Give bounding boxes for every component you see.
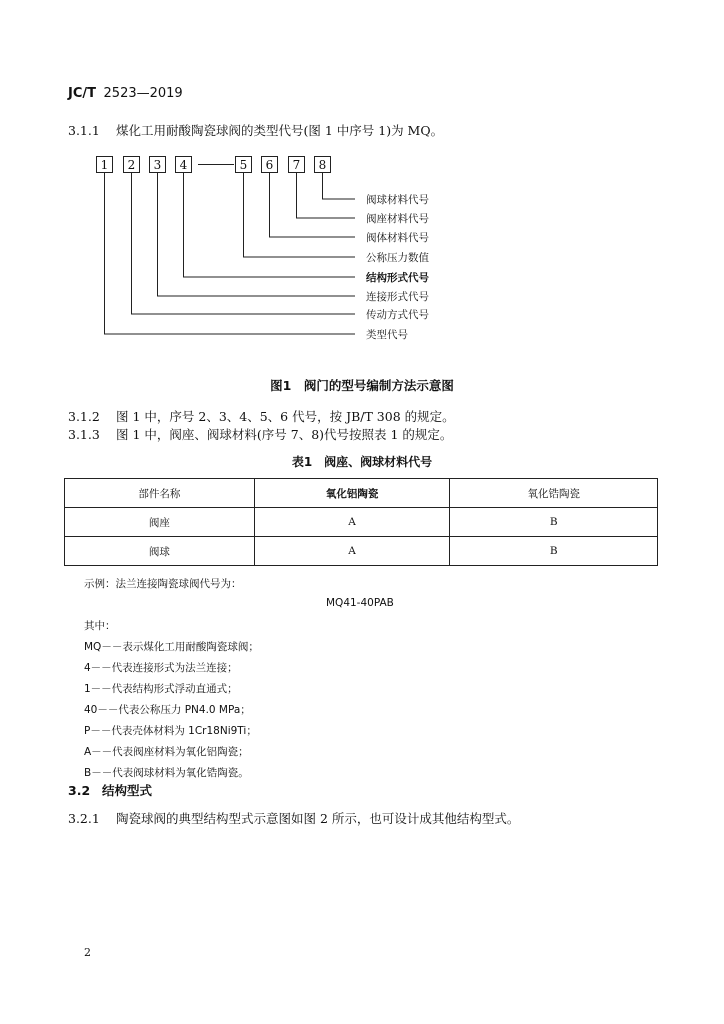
- section-number: 3.2: [68, 783, 91, 798]
- clause-3-1-3: [68, 425, 452, 443]
- clause-number: 3.1.2: [68, 409, 100, 424]
- digit-box-3: 3: [149, 156, 166, 173]
- table-row: [65, 537, 658, 566]
- label-drive-type: 传动方式代号: [366, 309, 429, 321]
- clause-number: 3.1.1: [68, 123, 100, 138]
- section-title: 结构型式: [102, 783, 153, 798]
- figure-caption: 图1 阀门的型号编制方法示意图: [270, 378, 454, 393]
- label-ball-material: 阀球材料代号: [366, 194, 429, 206]
- header-zirconia: 氧化锆陶瓷: [450, 479, 658, 508]
- clause-text: 煤化工用耐酸陶瓷球阀的类型代号(图 1 中序号 1)为 MQ。: [116, 123, 444, 138]
- clause-3-1-1: [68, 121, 443, 139]
- example-item: MQ－－表示煤化工用耐酸陶瓷球阀；: [84, 641, 259, 653]
- model-code-diagram: [90, 150, 450, 350]
- section-3-2-heading: [68, 781, 152, 799]
- table-cell: A: [254, 508, 450, 537]
- label-type-code: 类型代号: [366, 329, 408, 341]
- clause-3-2-1: [68, 809, 519, 827]
- table-caption: 表1 阀座、阀球材料代号: [291, 455, 433, 469]
- digit-box-8: 8: [314, 156, 331, 173]
- leader-line-5: [244, 173, 356, 257]
- leader-line-8: [323, 173, 356, 199]
- header-alumina: 氧化铝陶瓷: [254, 479, 450, 508]
- example-label: 示例：法兰连接陶瓷球阀代号为：: [84, 578, 242, 590]
- table-cell: B: [450, 508, 658, 537]
- label-connection-type: 连接形式代号: [366, 291, 429, 303]
- standard-code: 2523—2019: [103, 86, 183, 101]
- table-cell: A: [254, 537, 450, 566]
- example-item: 4－－代表连接形式为法兰连接；: [84, 662, 238, 674]
- example-where: 其中：: [84, 620, 116, 632]
- clause-text: 图 1 中，序号 2、3、4、5、6 代号，按 JB/T 308 的规定。: [116, 409, 455, 424]
- label-body-material: 阀体材料代号: [366, 232, 429, 244]
- standard-prefix: JC/T: [68, 86, 96, 101]
- leader-line-7: [297, 173, 356, 218]
- label-seat-material: 阀座材料代号: [366, 213, 429, 225]
- table-cell: 阀球: [65, 537, 255, 566]
- example-item: 1－－代表结构形式浮动直通式；: [84, 683, 238, 695]
- digit-box-1: 1: [96, 156, 113, 173]
- example-code: MQ41-40PAB: [326, 597, 394, 609]
- clause-number: 3.1.3: [68, 427, 100, 442]
- table-cell: 阀座: [65, 508, 255, 537]
- digit-box-4: 4: [175, 156, 192, 173]
- document-header: [68, 86, 183, 101]
- digit-box-6: 6: [261, 156, 278, 173]
- example-item: P－－代表壳体材料为 1Cr18Ni9Ti；: [84, 725, 257, 737]
- material-code-table: [64, 478, 658, 566]
- page-number: 2: [84, 946, 91, 959]
- clause-number: 3.2.1: [68, 811, 100, 826]
- leader-line-6: [270, 173, 356, 237]
- example-item: B－－代表阀球材料为氧化锆陶瓷。: [84, 767, 249, 779]
- leader-line-3: [158, 173, 356, 296]
- example-item: 40－－代表公称压力 PN4.0 MPa；: [84, 704, 251, 716]
- label-nominal-pressure: 公称压力数值: [366, 252, 429, 264]
- clause-text: 陶瓷球阀的典型结构型式示意图如图 2 所示，也可设计成其他结构型式。: [116, 811, 520, 826]
- table-header-row: [65, 479, 658, 508]
- table-cell: B: [450, 537, 658, 566]
- digit-box-2: 2: [123, 156, 140, 173]
- label-structure-type: 结构形式代号: [366, 272, 429, 284]
- digit-box-7: 7: [288, 156, 305, 173]
- digit-box-5: 5: [235, 156, 252, 173]
- clause-3-1-2: [68, 407, 455, 425]
- header-part-name: 部件名称: [65, 479, 255, 508]
- leader-line-1: [105, 173, 356, 334]
- example-item: A－－代表阀座材料为氧化铝陶瓷；: [84, 746, 249, 758]
- table-row: [65, 508, 658, 537]
- clause-text: 图 1 中，阀座、阀球材料(序号 7、8)代号按照表 1 的规定。: [116, 427, 453, 442]
